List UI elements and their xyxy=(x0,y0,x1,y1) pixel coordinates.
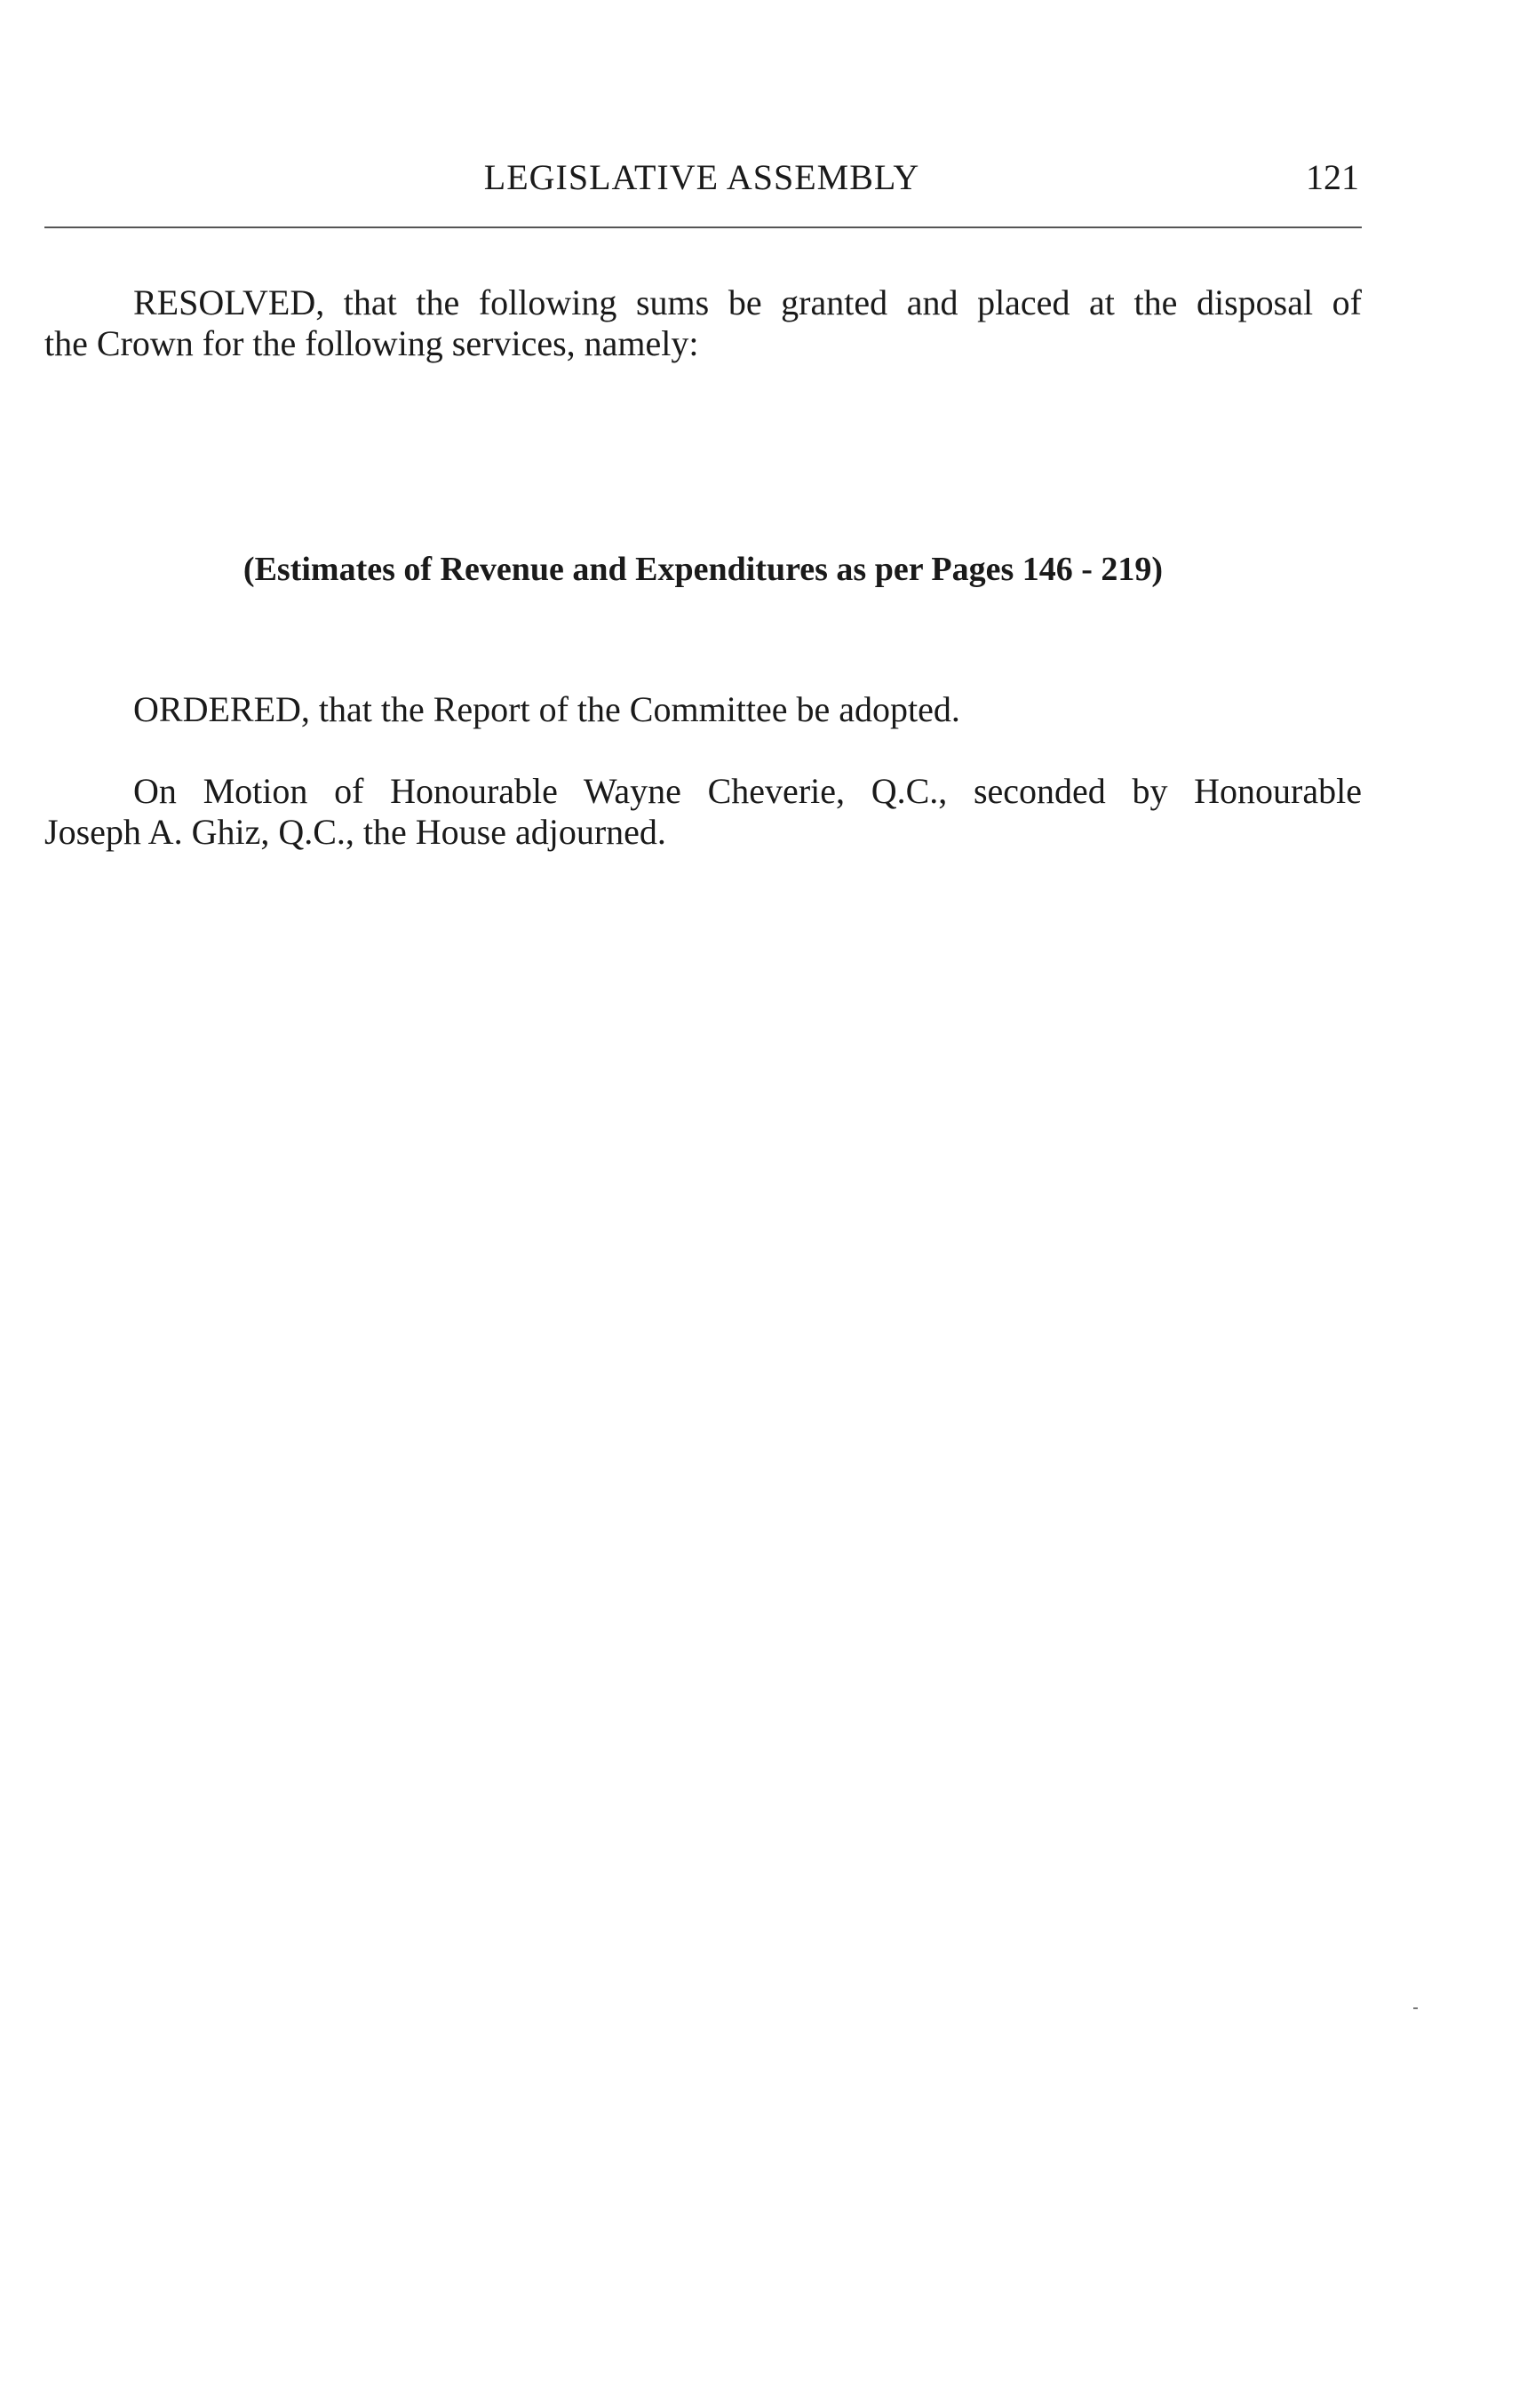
motion-line-1: On Motion of Honourable Wayne Cheverie, Q.C., seconded by Honourable xyxy=(133,771,1362,811)
resolved-line-1: RESOLVED, that the following sums be granted and placed at the disposal of xyxy=(133,282,1362,322)
motion-line-2: Joseph A. Ghiz, Q.C., the House adjourned. xyxy=(44,812,666,852)
header-rule xyxy=(44,226,1362,228)
running-title: LEGISLATIVE ASSEMBLY xyxy=(483,157,920,197)
running-head xyxy=(44,156,1359,206)
ordered-paragraph: ORDERED, that the Report of the Committee be adopted. xyxy=(133,689,960,729)
resolved-line-2: the Crown for the following services, namely: xyxy=(44,323,699,363)
resolved-paragraph xyxy=(44,282,1362,364)
motion-paragraph xyxy=(44,771,1362,853)
page-number: 121 xyxy=(1306,157,1359,197)
scan-speck xyxy=(1413,2007,1418,2009)
estimates-note: (Estimates of Revenue and Expenditures as per Pages 146 - 219) xyxy=(243,551,1164,588)
